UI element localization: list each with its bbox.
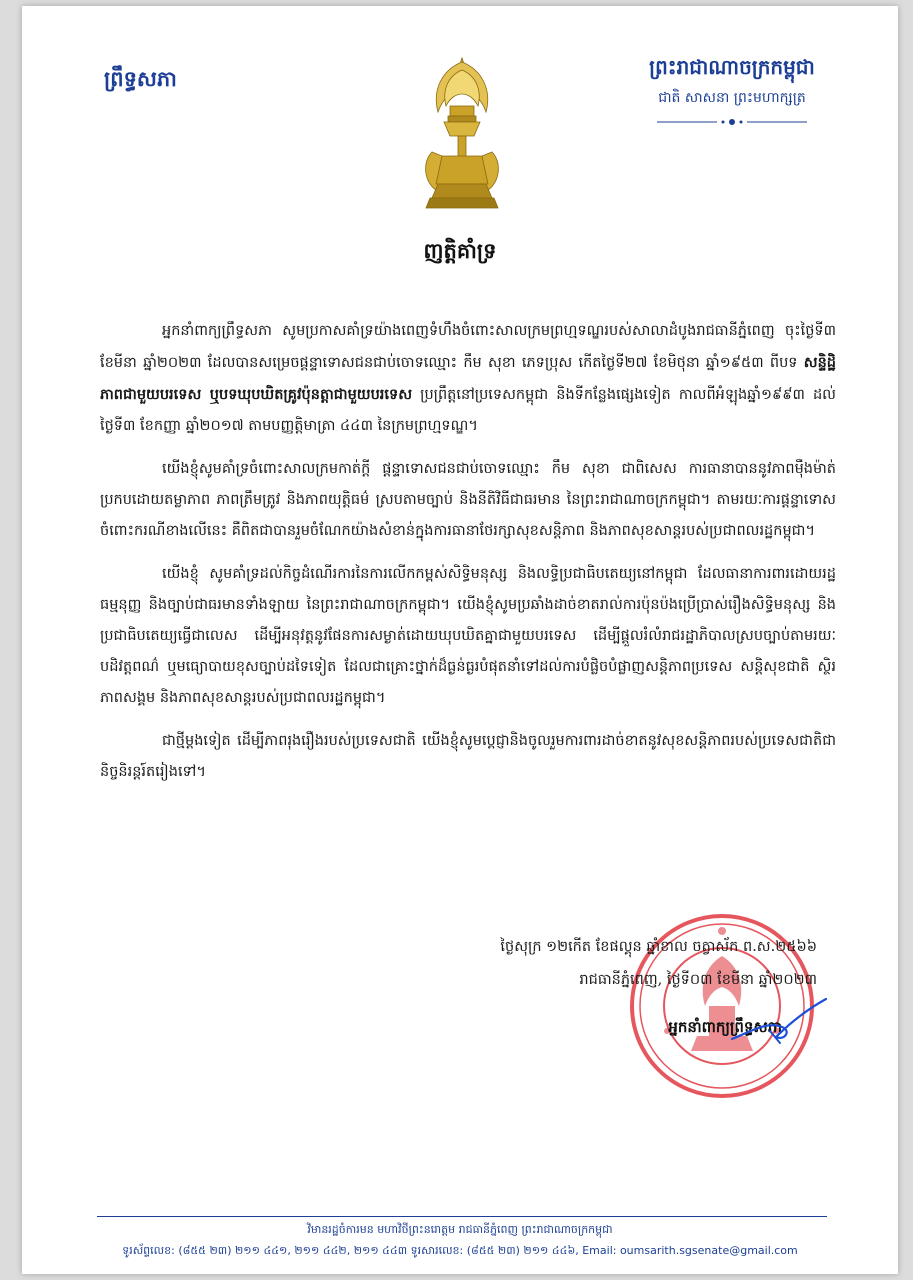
paragraph-1-charge: សន្ទិដ្ឋិភាពជាមួយបរទេស ឬបទឃុបឃិតគ្រូវប៉ុនត្ដាជាមួយបរទេស	[100, 354, 836, 403]
paragraph-2: យើងខ្ញុំសូមគាំទ្រចំពោះសាលក្រមកាត់ក្តី ផ្តន្ទាទោសជនជាប់ចោទឈ្មោះ កឹម សុខា ជាពិសេស ការធានាបាននូវភាពម៉ឺងម៉ាត់ប្រកបដោយតម្លាភាព ភាពត្រឹមត្រូវ និងភាពយុត្តិធម៌ ស្របតាមច្បាប់ និងនីតិវិធីជាធរមាន នៃព្រះរាជាណាចក្រកម្ពុជា។ តាមរយៈការផ្តន្ទាទោសចំពោះករណីខាងលើនេះ គឺពិតជាបានរួមចំណែកយ៉ាងសំខាន់ក្នុងការធានាថែរក្សាសុខសន្តិភាព និងភាពសុខសាន្តរបស់ប្រជាពលរដ្ឋកម្ពុជា។	[100, 461, 836, 539]
letter-body	[100, 316, 836, 800]
document-title: ញត្តិគាំទ្រ	[423, 238, 497, 263]
footer-divider	[97, 1216, 827, 1217]
letter-page	[22, 6, 898, 1274]
royal-emblem-icon	[412, 56, 512, 211]
paragraph-1	[100, 316, 836, 442]
kingdom-motto: ជាតិ សាសនា ព្រះមហាក្សត្រ	[658, 90, 806, 106]
footer-contact: ទូរស័ព្ទលេខ: (៨៥៥ ២៣) ២១១ ៤៤១, ២១១ ៤៤២, ២១១ ៤៤៣ ទូរសារលេខ: (៨៥៥ ២៣) ២១១ ៤៤៦, Email: oumsarith.sgsenate@gmail.com	[122, 1244, 798, 1257]
paragraph-1-text-a: អ្នកនាំពាក្យព្រឹទ្ធសភា សូមប្រកាសគាំទ្រយ៉ាងពេញទំហឹងចំពោះសាលក្រមព្រហ្មទណ្ឌរបស់សាលាដំបូងរាជធានីភ្នំពេញ ចុះថ្ងៃទី៣ ខែមីនា ឆ្នាំ២០២៣ ដែលបានសម្រេចផ្តន្ទាទោសជនជាប់ចោទឈ្មោះ កឹម សុខា ភេទប្រុស កើតថ្ងៃទី២៧ ខែមិថុនា ឆ្នាំ១៩៥៣ ពីបទ	[100, 323, 836, 371]
handwritten-signature-icon	[722, 991, 832, 1051]
date-block	[22, 931, 817, 997]
kingdom-title: ព្រះរាជាណាចក្រកម្ពុជា	[649, 55, 815, 79]
senate-label: ព្រឹទ្ធសភា	[104, 66, 177, 91]
paragraph-3: យើងខ្ញុំ សូមគាំទ្រដល់កិច្ចដំណើរការនៃការលើកកម្ពស់សិទ្ធិមនុស្ស និងលទ្ធិប្រជាធិបតេយ្យនៅកម្ពុជា ដែលធានាការពារដោយរដ្ឋធម្មនុញ្ញ និងច្បាប់ជាធរមានទាំងឡាយ នៃព្រះរាជាណាចក្រកម្ពុជា។ យើងខ្ញុំសូមប្រឆាំងដាច់ខាតរាល់ការប៉ុនប៉ងប្រើប្រាស់រឿងសិទ្ធិមនុស្ស និងប្រជាធិបតេយ្យធ្វើជាលេស ដើម្បីអនុវត្តនូវផែនការសម្ងាត់ដោយឃុបឃិតគ្នាជាមួយបរទេស ដើម្បីផ្តួលរំលំរាជរដ្ឋាភិបាលស្របច្បាប់តាមរយៈបដិវត្តពណ៌ ឬមធ្យោបាយខុសច្បាប់ដទៃទៀត ដែលជាគ្រោះថ្នាក់ដ៏ធ្ងន់ធ្ងរបំផុតនាំទៅដល់ការបំផ្លិចបំផ្លាញសន្តិភាពប្រទេស សន្តិសុខជាតិ ស្ថិរភាពសង្គម និងភាពសុខសាន្តរបស់ប្រជាពលរដ្ឋកម្ពុជា។	[100, 566, 836, 706]
solar-date: រាជធានីភ្នំពេញ, ថ្ងៃទី០៣ ខែមីនា ឆ្នាំ២០២៣	[579, 972, 817, 988]
lunar-date: ថ្ងៃសុក្រ ១២កើត ខែផល្គុន ឆ្នាំខាល ចត្វាស័ក ព.ស.២៥៦៦	[500, 939, 817, 955]
footer-address: វិមានរដ្ឋចំការមន មហាវិថីព្រះនរោត្តម រាជធានីភ្នំពេញ ព្រះរាជាណាចក្រកម្ពុជា	[307, 1223, 613, 1236]
paragraph-4: ជាថ្មីម្តងទៀត ដើម្បីភាពរុងរឿងរបស់ប្រទេសជាតិ យើងខ្ញុំសូមប្តេជ្ញានិងចូលរួមការពារដាច់ខាតនូវសុខសន្តិភាពរបស់ប្រទេសជាតិជានិច្ចនិរន្តរ៍តរៀងទៅ។	[100, 733, 836, 780]
ornament-divider-icon	[657, 117, 807, 127]
signer-title: អ្នកនាំពាក្យព្រឹទ្ធសភា	[668, 1018, 782, 1036]
kingdom-header	[612, 54, 852, 131]
paragraph-1-text-b: ប្រព្រឹត្តនៅប្រទេសកម្ពុជា និងទីកន្លែងផ្សេងទៀត កាលពីអំឡុងឆ្នាំ១៩៩៣ ដល់ថ្ងៃទី៣ ខែកញ្ញា ឆ្នាំ២០១៧ តាមបញ្ញត្តិមាត្រា ៤៤៣ នៃក្រមព្រហ្មទណ្ឌ។	[100, 387, 836, 434]
